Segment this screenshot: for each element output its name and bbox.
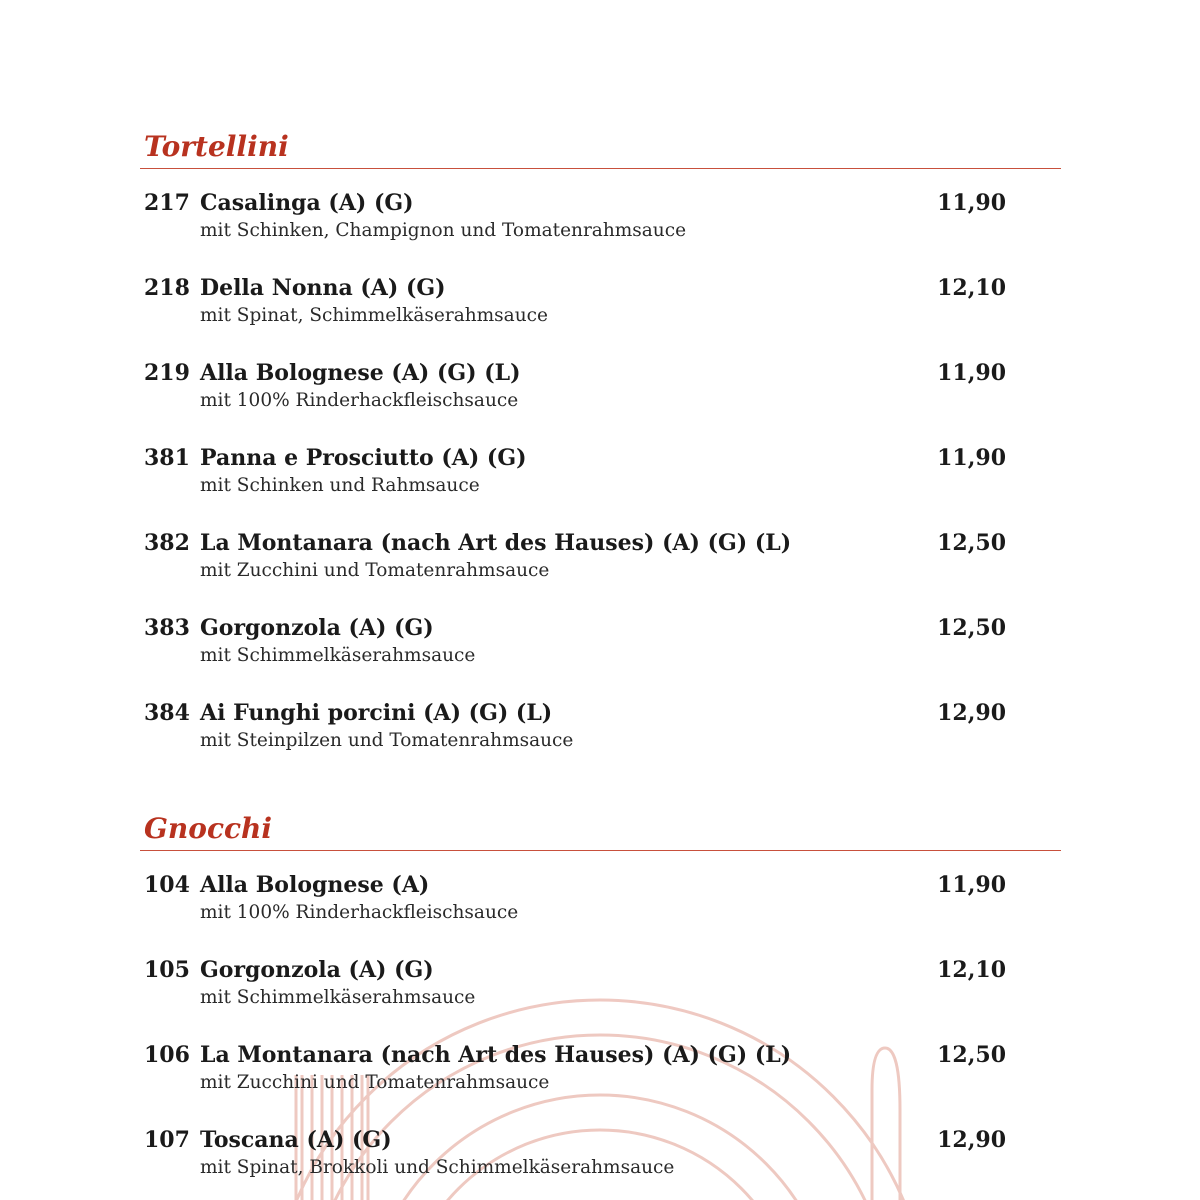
- item-number: 383: [144, 615, 190, 641]
- item-description: mit Schinken, Champignon und Tomatenrahmsauce: [200, 220, 687, 241]
- item-number: 381: [144, 445, 190, 471]
- menu-item: [140, 530, 1061, 590]
- item-description: mit Spinat, Brokkoli und Schimmelkäserahmsauce: [200, 1157, 675, 1178]
- item-description: mit Steinpilzen und Tomatenrahmsauce: [200, 730, 574, 751]
- item-name: Casalinga (A) (G): [200, 190, 414, 216]
- item-number: 219: [144, 360, 190, 386]
- item-description: mit 100% Rinderhackfleischsauce: [200, 390, 519, 411]
- item-number: 105: [144, 957, 190, 983]
- item-description: mit Spinat, Schimmelkäserahmsauce: [200, 305, 548, 326]
- item-description: mit Schinken und Rahmsauce: [200, 475, 480, 496]
- section-divider: [140, 850, 1061, 851]
- item-description: mit Zucchini und Tomatenrahmsauce: [200, 560, 550, 581]
- section-title: Tortellini: [144, 130, 289, 163]
- item-name: Alla Bolognese (A): [200, 872, 430, 898]
- item-name: Gorgonzola (A) (G): [200, 957, 434, 983]
- menu-item: [140, 1127, 1061, 1187]
- section-divider: [140, 168, 1061, 169]
- menu-item: [140, 700, 1061, 760]
- item-number: 104: [144, 872, 190, 898]
- item-number: 382: [144, 530, 190, 556]
- item-name: Ai Funghi porcini (A) (G) (L): [200, 700, 553, 726]
- menu-item: [140, 360, 1061, 420]
- item-price: 12,10: [937, 275, 1006, 301]
- item-price: 11,90: [937, 872, 1006, 898]
- menu-item: [140, 445, 1061, 505]
- menu-item: [140, 957, 1061, 1017]
- item-number: 217: [144, 190, 190, 216]
- item-price: 11,90: [937, 360, 1006, 386]
- item-description: mit Schimmelkäserahmsauce: [200, 987, 476, 1008]
- item-number: 107: [144, 1127, 190, 1153]
- item-price: 12,50: [937, 530, 1006, 556]
- menu-item: [140, 615, 1061, 675]
- item-description: mit 100% Rinderhackfleischsauce: [200, 902, 519, 923]
- item-name: Toscana (A) (G): [200, 1127, 392, 1153]
- item-price: 11,90: [937, 190, 1006, 216]
- item-name: Della Nonna (A) (G): [200, 275, 446, 301]
- section-title: Gnocchi: [144, 812, 273, 845]
- item-number: 218: [144, 275, 190, 301]
- item-description: mit Zucchini und Tomatenrahmsauce: [200, 1072, 550, 1093]
- item-name: Gorgonzola (A) (G): [200, 615, 434, 641]
- item-number: 106: [144, 1042, 190, 1068]
- item-name: Panna e Prosciutto (A) (G): [200, 445, 527, 471]
- menu-item: [140, 275, 1061, 335]
- item-name: La Montanara (nach Art des Hauses) (A) (G) (L): [200, 530, 792, 556]
- item-name: Alla Bolognese (A) (G) (L): [200, 360, 521, 386]
- item-name: La Montanara (nach Art des Hauses) (A) (G) (L): [200, 1042, 792, 1068]
- menu-item: [140, 1042, 1061, 1102]
- item-price: 12,10: [937, 957, 1006, 983]
- item-price: 12,90: [937, 1127, 1006, 1153]
- item-price: 12,90: [937, 700, 1006, 726]
- item-price: 12,50: [937, 1042, 1006, 1068]
- item-number: 384: [144, 700, 190, 726]
- item-price: 11,90: [937, 445, 1006, 471]
- menu-item: [140, 872, 1061, 932]
- item-price: 12,50: [937, 615, 1006, 641]
- menu-item: [140, 190, 1061, 250]
- item-description: mit Schimmelkäserahmsauce: [200, 645, 476, 666]
